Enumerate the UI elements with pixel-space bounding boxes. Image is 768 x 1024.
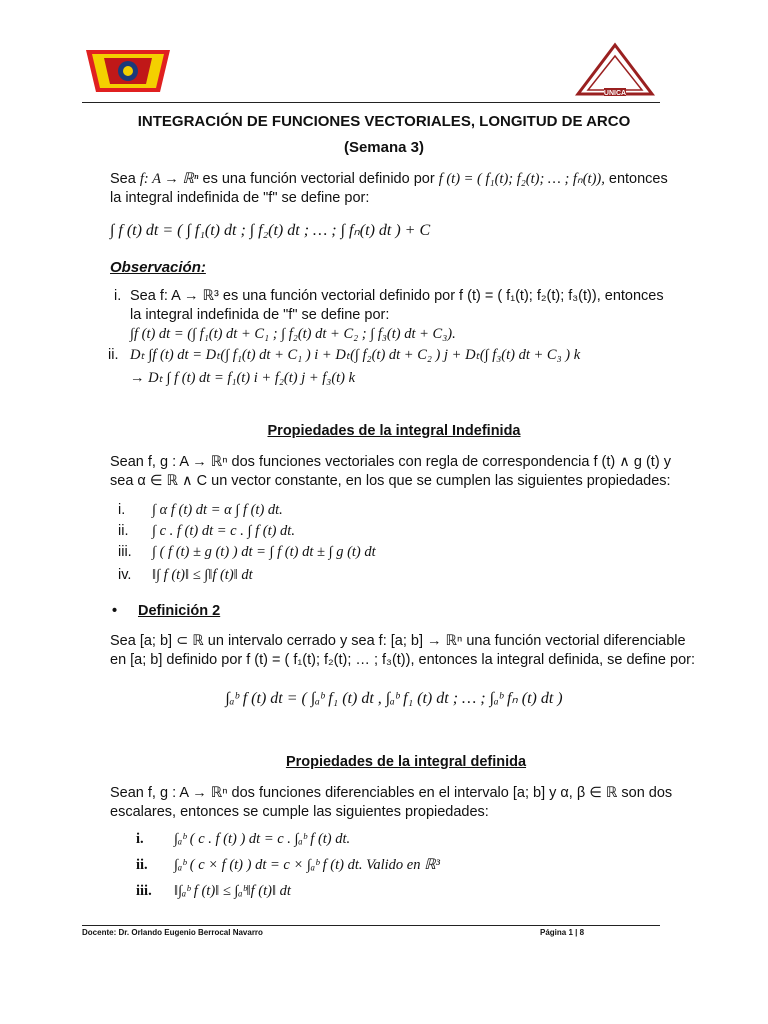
prop-def-intro: Sean f, g : A → ℝⁿ dos funciones diferenciables en el intervalo [a; b] y α, β ∈ ℝ son dos escalares, entonces se cumple las siguientes propiedades: bbox=[110, 785, 673, 820]
prop-indef-heading: Propiedades de la integral Indefinida bbox=[267, 423, 521, 439]
intro-paragraph bbox=[110, 170, 710, 208]
footer-page-number: Página 1 | 8 bbox=[540, 928, 585, 937]
list-item: iii. ∫ ( f (t) ± g (t) ) dt = ∫ f (t) dt ± ∫ g (t) dt bbox=[118, 544, 376, 560]
svg-text:UNICA: UNICA bbox=[603, 90, 627, 97]
observacion-heading: Observación: bbox=[110, 259, 206, 276]
footer-rule bbox=[82, 925, 660, 926]
header-rule bbox=[82, 102, 660, 103]
prop-def-heading: Propiedades de la integral definida bbox=[285, 754, 527, 770]
intro-line1: Sea f: A → ℝⁿ es una función vectorial definido por f (t) = ( f₁(t); f₂(t); … ; fₙ(t)), entonces bbox=[110, 171, 668, 187]
prop-indef-list bbox=[118, 501, 698, 587]
header-logo-left bbox=[78, 42, 178, 100]
list-item: ii. ∫ c . f (t) dt = c . ∫ f (t) dt. bbox=[118, 523, 295, 539]
definicion2-text: Sea [a; b] ⊂ ℝ un intervalo cerrado y sea f: [a; b] → ℝⁿ una función vectorial diferenciable en [a; b] definido por f (t) = ( f₁(t); f₂(t); … ; f₃(t)), entonces la integral definida, se define por: bbox=[110, 633, 696, 668]
list-item: iii. ‖∫ₐᵇ f (t)‖ ≤ ∫ₐᵇ‖f (t)‖ dt bbox=[136, 883, 291, 899]
observacion-item-ii: ii. Dₜ ∫f (t) dt = Dₜ(∫ f₁(t) dt + C₁ ) i + Dₜ(∫ f₂(t) dt + C₂ ) j + Dₜ(∫ f₃(t) dt + C₃ ) k → Dₜ ∫ f (t) dt = f₁(t) i + f₂(t) j + f₃(t) k bbox=[108, 347, 581, 386]
footer-author: Docente: Dr. Orlando Eugenio Berrocal Navarro bbox=[82, 928, 263, 937]
university-seal-icon bbox=[78, 42, 178, 100]
header-logo-right bbox=[574, 42, 656, 100]
page-subtitle: (Semana 3) bbox=[343, 139, 425, 156]
definicion2-formula: ∫ₐᵇ f (t) dt = ( ∫ₐᵇ f₁ (t) dt , ∫ₐᵇ f₁ (t) dt ; … ; ∫ₐᵇ fₙ (t) dt ) bbox=[225, 690, 563, 707]
unica-triangle-icon bbox=[574, 42, 656, 100]
prop-indef-intro: Sean f, g : A → ℝⁿ dos funciones vectoriales con regla de correspondencia f (t) ∧ g (t) y sea α ∈ ℝ ∧ C un vector constante, en los que se cumplen las siguientes propiedades: bbox=[110, 454, 671, 489]
page-title: INTEGRACIÓN DE FUNCIONES VECTORIALES, LONGITUD DE ARCO bbox=[137, 113, 631, 130]
list-item: ii. ∫ₐᵇ ( c × f (t) ) dt = c × ∫ₐᵇ f (t) dt. Valido en ℝ³ bbox=[136, 857, 440, 873]
prop-def-list bbox=[136, 830, 716, 906]
definicion2-heading: • Definición 2 bbox=[112, 603, 221, 619]
list-item: i. ∫ α f (t) dt = α ∫ f (t) dt. bbox=[118, 502, 283, 518]
observacion-item-i: i. Sea f: A → ℝ³ es una función vectorial definido por f (t) = ( f₁(t); f₂(t); f₃(t)), entonces la integral indefinida de "f" se define por: ∫f (t) dt = (∫ f₁(t) dt + C₁ ; ∫ f₂(t) dt + C₂ ; ∫ f₃(t) dt + C₃). bbox=[114, 288, 664, 342]
intro-line2: la integral indefinida de "f" se define por: bbox=[110, 190, 370, 206]
list-item: iv. ‖∫ f (t)‖ ≤ ∫‖f (t)‖ dt bbox=[118, 567, 253, 583]
list-item: i. ∫ₐᵇ ( c . f (t) ) dt = c . ∫ₐᵇ f (t) dt. bbox=[136, 831, 351, 847]
intro-formula: ∫ f (t) dt = ( ∫ f₁(t) dt ; ∫ f₂(t) dt ; … ; ∫ fₙ(t) dt ) + C bbox=[110, 222, 431, 239]
